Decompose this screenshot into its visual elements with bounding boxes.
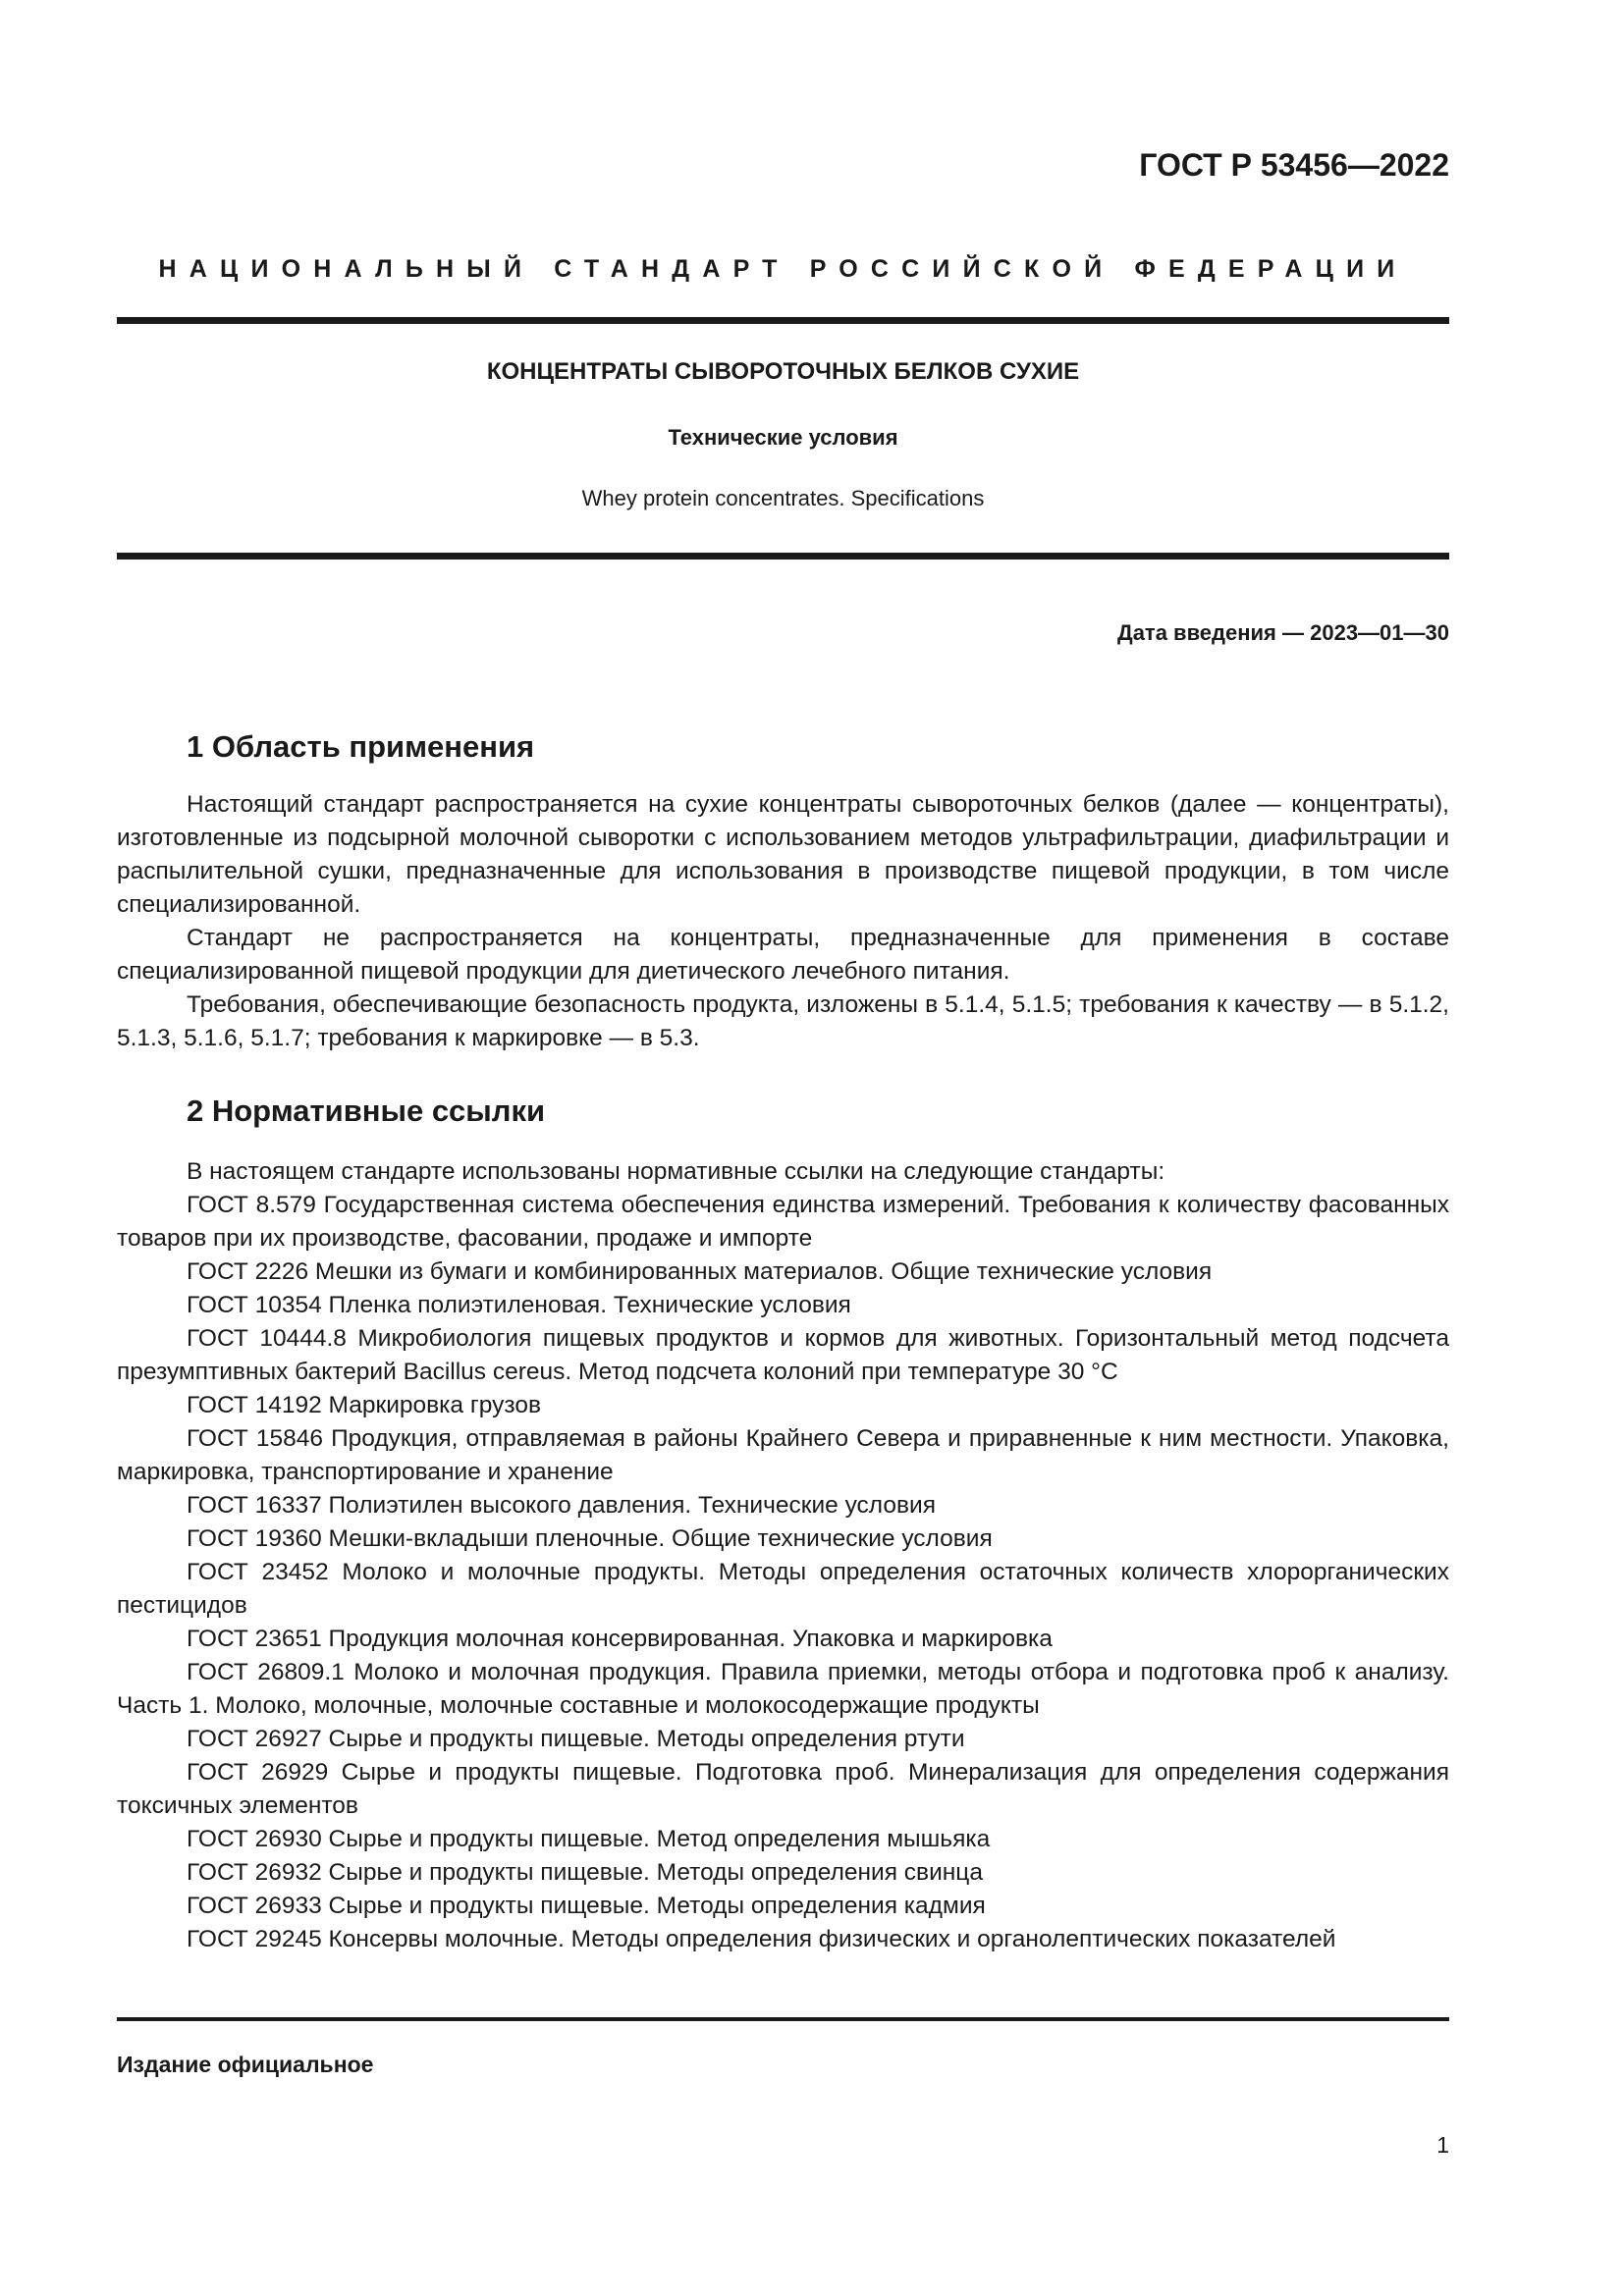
official-edition-label: Издание официальное — [117, 2052, 374, 2077]
section-body-normative-references — [117, 1155, 1449, 1956]
document-title: КОНЦЕНТРАТЫ СЫВОРОТОЧНЫХ БЕЛКОВ СУХИЕ — [486, 358, 1080, 385]
paragraph: Требования, обеспечивающие безопасность продукта, изложены в 5.1.4, 5.1.5; требования к качеству — в 5.1.2, 5.1.3, 5.1.6, 5.1.7; требования к маркировке — в 5.3. — [117, 991, 1449, 1051]
reference-item: ГОСТ 26927 Сырье и продукты пищевые. Методы определения ртути — [187, 1726, 965, 1752]
reference-item: ГОСТ 26930 Сырье и продукты пищевые. Метод определения мышьяка — [187, 1826, 991, 1852]
reference-item: ГОСТ 2226 Мешки из бумаги и комбинированных материалов. Общие технические условия — [187, 1258, 1213, 1285]
section-heading-normative-references: 2 Нормативные ссылки — [187, 1094, 546, 1128]
paragraph: Стандарт не распространяется на концентраты, предназначенные для применения в составе специализированной пищевой продукции для диетического лечебного питания. — [117, 925, 1449, 985]
header-rule — [117, 317, 1449, 324]
reference-item: ГОСТ 14192 Маркировка грузов — [187, 1392, 541, 1418]
reference-item: ГОСТ 23452 Молоко и молочные продукты. Методы определения остаточных количеств хлорорганических пестицидов — [117, 1559, 1449, 1619]
document-subtitle: Технические условия — [668, 425, 898, 450]
reference-item: ГОСТ 26933 Сырье и продукты пищевые. Методы определения кадмия — [187, 1893, 986, 1919]
reference-item: ГОСТ 23651 Продукция молочная консервированная. Упаковка и маркировка — [187, 1626, 1053, 1652]
footer-rule — [117, 2017, 1449, 2021]
reference-item: ГОСТ 15846 Продукция, отправляемая в районы Крайнего Севера и приравненные к ним местности. Упаковка, маркировка, транспортирование и хранение — [117, 1425, 1449, 1485]
document-title-english: Whey protein concentrates. Specifications — [581, 486, 985, 510]
reference-item: ГОСТ 8.579 Государственная система обеспечения единства измерений. Требования к количеству фасованных товаров при их производстве, фасовании, продаже и импорте — [117, 1192, 1449, 1252]
section-heading-scope: 1 Область применения — [187, 729, 535, 764]
section-body-scope — [117, 788, 1449, 1055]
page-number: 1 — [1436, 2132, 1449, 2158]
reference-item: ГОСТ 26809.1 Молоко и молочная продукция. Правила приемки, методы отбора и подготовка проб к анализу. Часть 1. Молоко, молочные, молочные составные и молокосодержащие продукты — [117, 1659, 1449, 1719]
reference-item: ГОСТ 29245 Консервы молочные. Методы определения физических и органолептических показателей — [187, 1926, 1336, 1952]
paragraph: В настоящем стандарте использованы нормативные ссылки на следующие стандарты: — [187, 1158, 1165, 1185]
document-number: ГОСТ Р 53456—2022 — [1139, 147, 1449, 183]
introduction-date: Дата введения — 2023—01—30 — [1117, 620, 1449, 645]
title-block-rule — [117, 553, 1449, 560]
reference-item: ГОСТ 10444.8 Микробиология пищевых продуктов и кормов для животных. Горизонтальный метод подсчета презумптивных бактерий Bacillus cereus. Метод подсчета колоний при температуре 30 °С — [117, 1325, 1449, 1385]
reference-item: ГОСТ 26929 Сырье и продукты пищевые. Подготовка проб. Минерализация для определения содержания токсичных элементов — [117, 1759, 1449, 1819]
paragraph: Настоящий стандарт распространяется на сухие концентраты сывороточных белков (далее — концентраты), изготовленные из подсырной молочной сыворотки с использованием методов ультрафильтрации, диафильтрации и распылительной сушки, предназначенные для использования в производстве пищевой продукции, в том числе специализированной. — [117, 791, 1449, 918]
reference-item: ГОСТ 26932 Сырье и продукты пищевые. Методы определения свинца — [187, 1859, 983, 1886]
reference-item: ГОСТ 16337 Полиэтилен высокого давления. Технические условия — [187, 1492, 936, 1519]
standard-banner: НАЦИОНАЛЬНЫЙ СТАНДАРТ РОССИЙСКОЙ ФЕДЕРАЦИИ — [158, 255, 1408, 283]
reference-item: ГОСТ 10354 Пленка полиэтиленовая. Технические условия — [187, 1292, 851, 1318]
reference-item: ГОСТ 19360 Мешки-вкладыши пленочные. Общие технические условия — [187, 1525, 993, 1552]
